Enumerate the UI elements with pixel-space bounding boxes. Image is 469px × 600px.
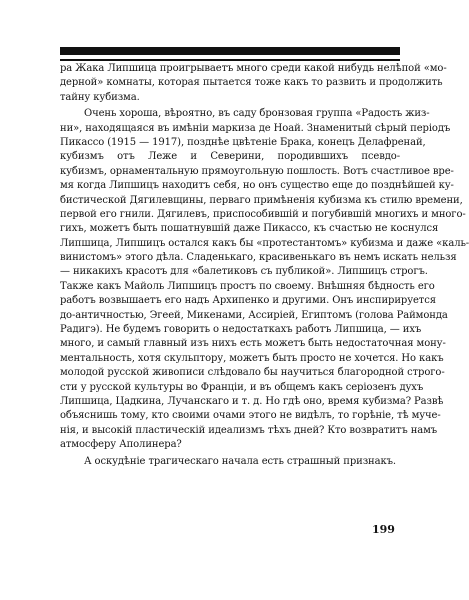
body-text xyxy=(60,62,469,469)
text-line: первой его гнили. Дягилевъ, приспособившій и погубившій многихъ и много- xyxy=(60,208,466,220)
text-line: гихъ, можетъ быть пошатнувшій даже Пикассо, къ счастью не коснулся xyxy=(60,223,439,235)
text-line: Пикассо (1915 — 1917), позднѣе цвѣтеніе Брака, конецъ Делафренай, xyxy=(60,136,426,148)
text-line: молодой русской живописи слѣдовало бы научиться благородной строго- xyxy=(60,367,445,379)
text-line: мя когда Липшицъ находитъ себя, но онъ существо еще до позднѣйшей ку- xyxy=(60,180,454,192)
text-line: ра Жака Липшица проигрываетъ много среди какой нибудь нелѣпой «мо- xyxy=(60,63,447,74)
text-line: А оскудѣніе трагическаго начала есть страшный признакъ. xyxy=(84,455,396,467)
text-line: бистической Дягилевщины, перваго примѣненія кубизма къ стилю времени, xyxy=(60,194,463,206)
paragraph-1 xyxy=(60,62,447,105)
text-line: нія, и высокій пластическій идеализмъ тѣхъ дней? Кто возвратитъ намъ xyxy=(60,424,438,436)
text-line: ментальность, хотя скульптору, можетъ быть просто не хочется. Но какъ xyxy=(60,352,444,364)
top-rule-thin xyxy=(60,59,400,61)
text-line: дерной» комнаты, которая пытается тоже какъ то развить и продолжить xyxy=(60,77,443,89)
text-line: сти у русской культуры во Франціи, и въ общемъ какъ серіозенъ духъ xyxy=(60,381,424,393)
text-line: Липшица, Липшицъ остался какъ бы «протестантомъ» кубизма и даже «каль- xyxy=(60,237,469,249)
text-line: винистомъ» этого дѣла. Сладенькаго, красивенькаго въ немъ искать нельзя xyxy=(60,252,457,264)
text-line: работъ возвышаетъ его надъ Архипенко и другими. Онъ инспирируется xyxy=(60,295,436,307)
text-line: много, и самый главный изъ нихъ есть можетъ быть недостаточная мону- xyxy=(60,338,446,350)
text-line: Липшица, Цадкина, Лучанскаго и т. д. Но гдѣ оно, время кубизма? Развѣ xyxy=(60,395,444,407)
text-line: кубизмъ отъ Леже и Северини, породившихъ псевдо- xyxy=(60,151,400,163)
text-line: кубизмъ, орнаментальную прямоугольную пошлость. Вотъ счастливое вре- xyxy=(60,165,454,177)
top-rule-thick xyxy=(60,47,400,55)
text-line: Радигэ). Не будемъ говорить о недостаткахъ работъ Липшица, — ихъ xyxy=(60,324,422,336)
text-line: Очень хороша, вѣроятно, въ саду бронзовая группа «Радость жиз- xyxy=(84,108,430,120)
paragraph-3 xyxy=(60,455,400,469)
paragraph-2 xyxy=(60,107,469,452)
text-line: тайну кубизма. xyxy=(60,91,140,103)
text-line: — никакихъ красотъ для «балетиковъ съ публикой». Липшицъ строгъ. xyxy=(60,266,428,278)
page-number: 199 xyxy=(372,523,395,536)
text-line: атмосферу Аполинера? xyxy=(60,439,182,451)
text-line: Также какъ Майоль Липшицъ простъ по своему. Внѣшняя бѣдность его xyxy=(60,280,435,292)
text-line: ни», находящаяся въ имѣніи маркиза де Ноай. Знаменитый сѣрый періодъ xyxy=(60,122,451,134)
text-line: объяснишь тому, кто своими очами этого не видѣлъ, то горѣніе, тѣ муче- xyxy=(60,410,441,422)
text-line: до-античностью, Эгеей, Микенами, Ассиріей, Египтомъ (голова Раймонда xyxy=(60,309,448,321)
